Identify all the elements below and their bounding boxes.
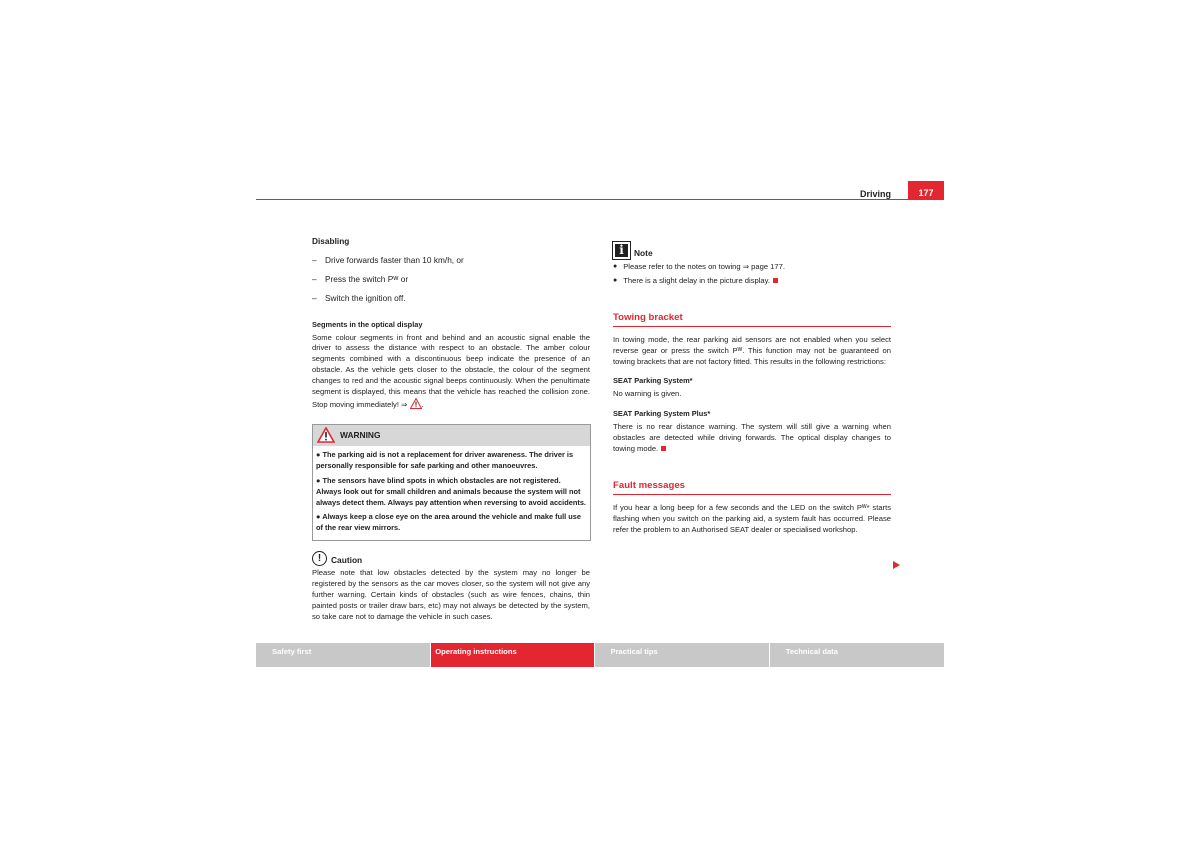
segments-heading: Segments in the optical display xyxy=(312,319,423,329)
disabling-item: – Drive forwards faster than 10 km/h, or xyxy=(312,254,464,265)
note-title: Note xyxy=(634,248,653,259)
warning-item: ● The parking aid is not a replacement for driver awareness. The driver is personally responsible for safe parking and other manoeuvres. xyxy=(316,449,574,470)
note-item: ● There is a slight delay in the picture display. xyxy=(613,276,891,287)
section-end-marker xyxy=(661,446,666,451)
left-column xyxy=(312,236,590,623)
note-info-icon: i xyxy=(613,242,630,259)
tab-operating-instructions[interactable]: Operating instructions xyxy=(431,643,593,667)
warning-box xyxy=(312,424,591,541)
tab-practical-tips[interactable]: Practical tips xyxy=(595,643,769,667)
parking-system-heading: SEAT Parking System* xyxy=(613,376,693,386)
tab-technical-data[interactable]: Technical data xyxy=(770,643,944,667)
parking-system-plus-text: There is no rear distance warning. The system will still give a warning when obstacles are detected while driving forwards. The optical display changes to towing mode. xyxy=(613,422,891,453)
caution-header xyxy=(312,551,590,566)
caution-paragraph: Please note that low obstacles detected by the system may no longer be registered by the sensors as the car moves closer, so the system will not give any further warning. Certain kinds of obstacles (such as wire fences, chains, thin painted posts or trailer draw bars, etc) may not always be detected by the system, so take care not to damage the vehicle in such cases. xyxy=(312,568,590,621)
next-page-arrow-icon xyxy=(893,561,900,569)
page-section-title: Driving xyxy=(859,189,891,199)
fault-paragraph: If you hear a long beep for a few seconds and the LED on the switch Pᵂ* starts flashing when you switch on the parking aid, a system fault has occurred. Please refer the problem to an Authorised SEAT dealer or specialised workshop. xyxy=(613,502,891,534)
tab-safety-first[interactable]: Safety first xyxy=(256,643,430,667)
segments-paragraph: Some colour segments in front and behind and an acoustic signal enable the driver to assess the distance with respect to an obstacle. The amber colour segments combined with a discontinuous beep indicate the presence of an obstacle. As the vehicle gets closer to the obstacle, the colour of the segment changes to red and the acoustic signal beeps continuously. When the penultimate segment is displayed, this means that the vehicle has reached the collision zone. Stop moving immediately! ⇒ . xyxy=(312,332,590,409)
warning-title: WARNING xyxy=(340,429,381,440)
warning-item: ● Always keep a close eye on the area around the vehicle and make full use of the rear view mirrors. xyxy=(316,512,582,533)
disabling-item: – Switch the ignition off. xyxy=(312,292,406,303)
page-number: 177 xyxy=(908,181,944,200)
disabling-item: – Press the switch Pᵂ or xyxy=(312,273,409,284)
caution-title: Caution xyxy=(331,555,363,566)
parking-system-plus-heading: SEAT Parking System Plus* xyxy=(613,409,711,419)
fault-heading: Fault messages xyxy=(613,481,891,495)
footer-nav xyxy=(256,643,944,667)
caution-icon: ! xyxy=(312,551,327,566)
header-divider xyxy=(256,199,944,200)
warning-item: ● The sensors have blind spots in which obstacles are not registered. Always look out for small children and animals because the system will not always detect them. Always pay attention when reversing to avoid accidents. xyxy=(316,475,586,507)
towing-paragraph: In towing mode, the rear parking aid sensors are not enabled when you select reverse gear or press the switch Pᵂ. This function may not be guaranteed on towing brackets that are not factory fitted. This results in the following restrictions: xyxy=(613,334,891,366)
note-header xyxy=(613,242,891,259)
warning-triangle-icon xyxy=(317,427,335,443)
warning-triangle-icon xyxy=(410,398,422,409)
warning-body xyxy=(313,446,590,540)
note-item: ● Please refer to the notes on towing ⇒ page 177. xyxy=(613,262,785,271)
disabling-heading: Disabling xyxy=(312,236,350,246)
warning-header xyxy=(313,425,590,446)
right-column xyxy=(613,242,891,536)
section-end-marker xyxy=(773,278,778,283)
towing-heading: Towing bracket xyxy=(613,313,891,327)
parking-system-text: No warning is given. xyxy=(613,389,682,399)
